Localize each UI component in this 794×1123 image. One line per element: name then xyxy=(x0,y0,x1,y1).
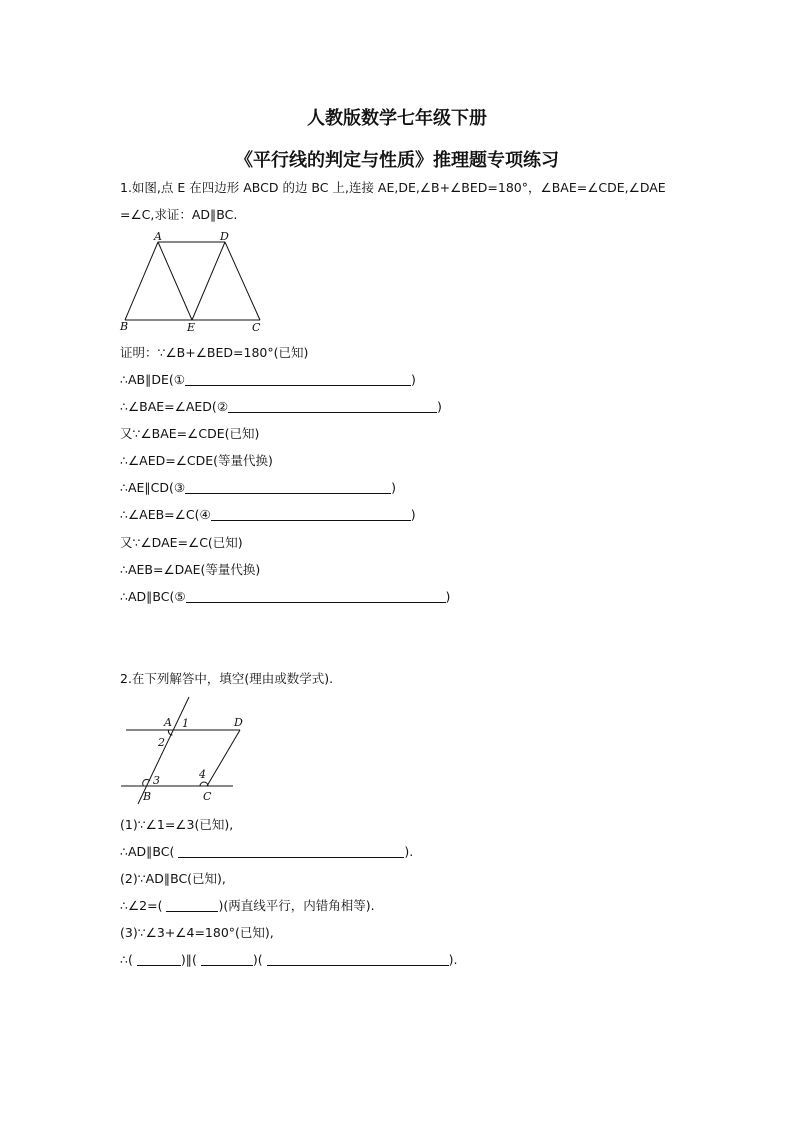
page-subtitle: 《平行线的判定与性质》推理题专项练习 xyxy=(235,150,559,171)
answer-blank-q2-3[interactable] xyxy=(137,953,181,966)
proof-text: ∴AEB=∠DAE(等量代换) xyxy=(120,562,261,577)
part-text: ∴∠2=( xyxy=(120,898,163,913)
part-text: )∥( xyxy=(180,952,197,967)
proof-text: ∴∠AEB=∠C(④ xyxy=(120,507,211,522)
proof-text: ∴∠BAE=∠AED(② xyxy=(120,399,229,414)
part-text: ∴AD∥BC( xyxy=(120,844,175,859)
q1-proof-line-3 xyxy=(120,399,442,415)
answer-blank-q2-4[interactable] xyxy=(201,953,253,966)
q2-label-1: 1 xyxy=(182,717,189,730)
q2-label-2: 2 xyxy=(158,736,165,749)
q2-part2-conclusion xyxy=(120,898,375,914)
q1-proof-line-6 xyxy=(120,480,396,496)
proof-close: ) xyxy=(437,399,442,414)
proof-text: ∴AD∥BC(⑤ xyxy=(120,589,186,604)
q1-proof-line-2 xyxy=(120,372,416,388)
answer-blank-q2-1[interactable] xyxy=(178,845,404,858)
q1-label-d: D xyxy=(220,230,229,243)
part-text: )( xyxy=(252,952,263,967)
q1-proof-line-9 xyxy=(120,562,260,578)
proof-close: ) xyxy=(410,372,416,387)
q2-stem: 2.在下列解答中，填空(理由或数学式). xyxy=(120,671,334,686)
q2-label-c: C xyxy=(203,790,212,803)
q1-proof-line-1 xyxy=(120,345,308,361)
q2-figure xyxy=(114,694,264,806)
page-title: 人教版数学七年级下册 xyxy=(307,108,487,129)
proof-text: 证明：∵∠B+∠BED=180°(已知) xyxy=(120,345,309,360)
q1-stem-line1: 1.如图,点 E 在四边形 ABCD 的边 BC 上,连接 AE,DE,∠B+∠BED=180°，∠BAE=∠CDE,∠DAE xyxy=(120,180,666,195)
part-text: ). xyxy=(404,844,414,859)
proof-text: 又∵∠DAE=∠C(已知) xyxy=(120,535,243,550)
q1-proof-line-5 xyxy=(120,453,273,469)
q2-part1-given: (1)∵∠1=∠3(已知), xyxy=(120,817,234,832)
q1-proof-line-8 xyxy=(120,535,243,551)
q2-label-d: D xyxy=(234,716,243,729)
q1-label-b: B xyxy=(120,320,129,333)
q2-part1-conclusion xyxy=(120,844,413,860)
part-text: ). xyxy=(448,952,458,967)
q1-proof-line-10 xyxy=(120,589,450,605)
answer-blank-q2-5[interactable] xyxy=(267,953,449,966)
q2-label-4: 4 xyxy=(199,768,206,781)
part-text: )(两直线平行，内错角相等). xyxy=(218,898,375,913)
proof-close: ) xyxy=(445,589,451,604)
proof-text: 又∵∠BAE=∠CDE(已知) xyxy=(120,426,260,441)
part-text: ∴( xyxy=(120,952,133,967)
q2-label-3: 3 xyxy=(153,774,160,787)
q2-label-a: A xyxy=(164,716,172,729)
proof-close: ) xyxy=(410,507,416,522)
proof-text: ∴AB∥DE(① xyxy=(120,372,185,387)
proof-close: ) xyxy=(391,480,396,495)
q1-proof-line-7 xyxy=(120,507,416,523)
q1-proof-line-4 xyxy=(120,426,259,442)
answer-blank-q2-2[interactable] xyxy=(166,899,218,912)
answer-blank-3[interactable] xyxy=(185,481,391,494)
q2-part2-given: (2)∵AD∥BC(已知), xyxy=(120,871,226,886)
answer-blank-1[interactable] xyxy=(185,373,411,386)
q2-part3-given: (3)∵∠3+∠4=180°(已知), xyxy=(120,925,274,940)
q1-label-e: E xyxy=(187,321,196,334)
q1-label-c: C xyxy=(252,321,261,334)
q1-stem-line2: =∠C,求证：AD∥BC. xyxy=(120,207,238,222)
q2-part3-conclusion xyxy=(120,952,457,968)
q2-label-b: B xyxy=(143,790,152,803)
answer-blank-2[interactable] xyxy=(228,400,437,413)
proof-text: ∴∠AED=∠CDE(等量代换) xyxy=(120,453,273,468)
q1-label-a: A xyxy=(154,230,162,243)
answer-blank-5[interactable] xyxy=(186,590,446,603)
q1-figure xyxy=(116,228,276,336)
answer-blank-4[interactable] xyxy=(211,508,411,521)
proof-text: ∴AE∥CD(③ xyxy=(120,480,186,495)
